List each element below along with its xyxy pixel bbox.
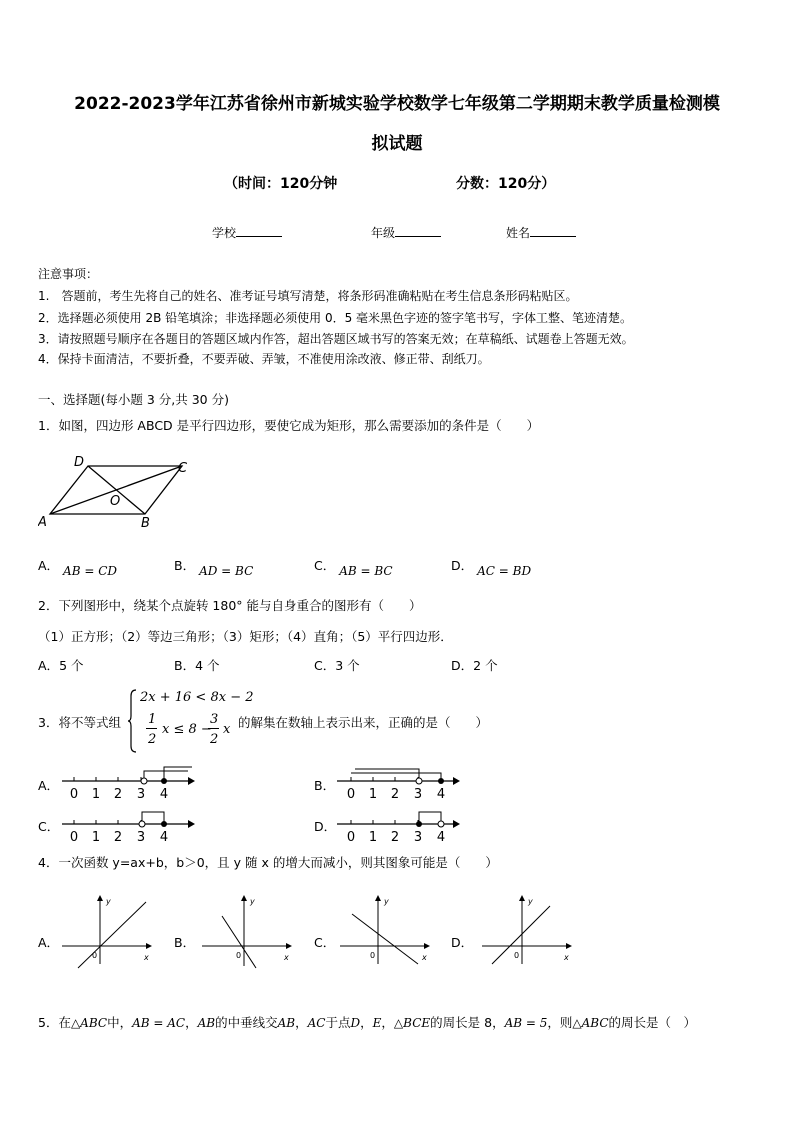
axis-x-label: x <box>284 953 289 962</box>
q3-numberline-d <box>335 806 475 846</box>
grade-label: 年级 <box>371 226 396 240</box>
q4-option-d[interactable] <box>451 933 473 951</box>
q5-text: 的周长是 8， <box>430 1015 505 1030</box>
q5-math: E <box>372 1016 382 1030</box>
q5-text: 的中垂线交 <box>215 1015 278 1030</box>
q3-option-a[interactable] <box>38 776 59 794</box>
tick-label: 1 <box>91 787 101 802</box>
option-letter: D． <box>451 935 474 950</box>
q1-option-c[interactable] <box>314 556 393 578</box>
tick-label: 0 <box>346 787 356 802</box>
option-text: AD = BC <box>199 564 254 578</box>
q5-math: AB <box>197 1016 216 1030</box>
q5-math: AC <box>307 1016 326 1030</box>
option-text: 4 个 <box>195 658 220 673</box>
tick-label: 0 <box>69 787 79 802</box>
frac-bar <box>146 728 157 729</box>
grade-blank[interactable] <box>395 224 441 237</box>
option-letter: B． <box>174 658 196 673</box>
axis-x-label: x <box>144 953 149 962</box>
exam-title-line2: 拟试题 <box>371 134 423 154</box>
q3-inequality-1: 2x + 16 < 8x − 2 <box>140 690 254 705</box>
q4-graph-d <box>478 892 578 970</box>
axis-y-label: y <box>250 897 255 906</box>
name-label: 姓名 <box>506 226 531 240</box>
exam-score: 分数：120分） <box>456 176 556 192</box>
tick-label: 3 <box>136 787 146 802</box>
q3-prefix: 3．将不等式组 <box>38 715 121 730</box>
axis-y-label: y <box>106 897 111 906</box>
q3-numberline-b <box>335 763 475 803</box>
q5-math: D <box>350 1016 361 1030</box>
fig-label-d: D <box>74 455 85 470</box>
tick-label: 3 <box>413 830 423 845</box>
exam-time: （时间：120分钟 <box>224 176 338 192</box>
option-text: 5 个 <box>59 658 84 673</box>
option-letter: A． <box>38 935 60 950</box>
q1-stem: 1．如图，四边形 ABCD 是平行四边形，要使它成为矩形，那么需要添加的条件是（ ） <box>38 418 540 433</box>
option-letter: C． <box>314 558 336 573</box>
frac-bar <box>208 728 219 729</box>
school-field[interactable] <box>212 224 282 241</box>
q2-option-b[interactable] <box>174 656 220 674</box>
option-text: 3 个 <box>335 658 360 673</box>
note-item: 1. 答题前，考生先将自己的姓名、准考证号填写清楚，将条形码准确粘贴在考生信息条形码粘贴区。 <box>38 289 578 303</box>
origin-label: 0 <box>92 951 98 960</box>
tick-label: 0 <box>69 830 79 845</box>
tick-label: 2 <box>390 830 400 845</box>
origin-label: 0 <box>514 951 520 960</box>
q2-option-d[interactable] <box>451 656 498 674</box>
name-field[interactable] <box>506 224 576 241</box>
q5-math: △ABC <box>70 1016 108 1030</box>
axis-x-label: x <box>564 953 569 962</box>
q5-text: 中， <box>107 1015 133 1030</box>
q1-option-b[interactable] <box>174 556 254 578</box>
name-blank[interactable] <box>530 224 576 237</box>
option-text: AB = CD <box>63 564 118 578</box>
q2-option-c[interactable] <box>314 656 360 674</box>
tick-label: 1 <box>368 830 378 845</box>
tick-label: 3 <box>136 830 146 845</box>
q2-list: （1）正方形；（2）等边三角形；（3）矩形；（4）直角；（5）平行四边形． <box>38 629 453 644</box>
q4-option-a[interactable] <box>38 933 59 951</box>
school-label: 学校 <box>212 226 237 240</box>
tick-label: 1 <box>368 787 378 802</box>
section-heading: 一、选择题(每小题 3 分,共 30 分) <box>38 392 229 407</box>
option-letter: D． <box>451 558 474 573</box>
tick-label: 2 <box>390 787 400 802</box>
fig-label-o: O <box>110 494 121 509</box>
q4-graph-b <box>198 892 298 970</box>
q5-text: ， <box>295 1015 308 1030</box>
q3-brace <box>128 688 138 754</box>
ineq-var: x <box>223 722 231 737</box>
q3-option-c[interactable] <box>38 817 59 835</box>
q5-text: 的周长是（ ） <box>608 1015 697 1030</box>
q5-stem <box>38 1013 696 1031</box>
axis-x-label: x <box>422 953 427 962</box>
q5-math: AB = 5 <box>504 1016 548 1030</box>
q3-option-d[interactable] <box>314 817 336 835</box>
q3-numberline-c <box>58 806 198 846</box>
q4-option-c[interactable] <box>314 933 335 951</box>
tick-label: 1 <box>91 830 101 845</box>
q3-numberline-a <box>58 763 198 803</box>
q5-math: △ABC <box>572 1016 609 1030</box>
tick-label: 2 <box>113 830 123 845</box>
q5-text: ，则 <box>547 1015 573 1030</box>
q2-option-a[interactable] <box>38 656 84 674</box>
q1-option-d[interactable] <box>451 556 532 578</box>
origin-label: 0 <box>370 951 376 960</box>
option-letter: A． <box>38 778 60 793</box>
q4-graph-c <box>336 892 436 970</box>
option-letter: D． <box>314 819 337 834</box>
exam-title-line1: 2022-2023学年江苏省徐州市新城实验学校数学七年级第二学期期末教学质量检测模 <box>74 94 720 114</box>
origin-label: 0 <box>236 951 242 960</box>
option-letter: D． <box>451 658 474 673</box>
notes-heading: 注意事项： <box>38 267 99 281</box>
frac-numerator: 3 <box>210 712 219 727</box>
ineq-mid: x ≤ 8 − <box>162 722 212 737</box>
option-letter: B． <box>174 935 196 950</box>
q5-text: ， <box>185 1015 198 1030</box>
q5-math: AB <box>277 1016 296 1030</box>
tick-label: 4 <box>436 787 446 802</box>
q5-text: 于点 <box>325 1015 351 1030</box>
q1-parallelogram-figure <box>38 452 198 532</box>
q4-graph-a <box>58 892 158 970</box>
option-letter: C． <box>314 935 336 950</box>
tick-label: 4 <box>436 830 446 845</box>
q5-text: ， <box>381 1015 394 1030</box>
q5-text: ， <box>360 1015 373 1030</box>
axis-y-label: y <box>528 897 533 906</box>
axis-y-label: y <box>384 897 389 906</box>
tick-label: 3 <box>413 787 423 802</box>
q5-text: 5．在 <box>38 1015 71 1030</box>
note-item: 4．保持卡面清洁，不要折叠，不要弄破、弄皱，不准使用涂改液、修正带、刮纸刀。 <box>38 352 490 366</box>
option-letter: B． <box>314 778 336 793</box>
tick-label: 4 <box>159 830 169 845</box>
option-text: AC = BD <box>477 564 532 578</box>
tick-label: 0 <box>346 830 356 845</box>
fig-label-a: A <box>38 515 47 530</box>
option-letter: B． <box>174 558 196 573</box>
tick-label: 4 <box>159 787 169 802</box>
frac-numerator: 1 <box>148 712 157 727</box>
fig-label-b: B <box>141 516 150 531</box>
q2-stem: 2．下列图形中，绕某个点旋转 180° 能与自身重合的图形有（ ） <box>38 598 422 613</box>
option-text: AB = BC <box>339 564 393 578</box>
q3-option-b[interactable] <box>314 776 335 794</box>
q1-option-a[interactable] <box>38 556 118 578</box>
q5-math: AB = AC <box>132 1016 186 1030</box>
option-letter: C． <box>38 819 60 834</box>
option-letter: C． <box>314 658 336 673</box>
note-item: 3．请按照题号顺序在各题目的答题区域内作答，超出答题区域书写的答案无效；在草稿纸、试题卷上答题无效。 <box>38 332 634 346</box>
frac-denominator: 2 <box>210 732 219 747</box>
q3-suffix: 的解集在数轴上表示出来，正确的是（ ） <box>238 715 489 730</box>
school-blank[interactable] <box>236 224 282 237</box>
note-item: 2．选择题必须使用 2B 铅笔填涂；非选择题必须使用 0．5 毫米黑色字迹的签字笔书写，字体工整、笔迹清楚。 <box>38 311 633 325</box>
tick-label: 2 <box>113 787 123 802</box>
frac-denominator: 2 <box>148 732 157 747</box>
fig-label-c: C <box>178 461 188 476</box>
q4-option-b[interactable] <box>174 933 195 951</box>
grade-field[interactable] <box>371 224 441 241</box>
option-letter: A． <box>38 658 60 673</box>
option-text: 2 个 <box>473 658 498 673</box>
option-letter: A． <box>38 558 60 573</box>
q5-math: △BCE <box>393 1016 431 1030</box>
q4-stem: 4．一次函数 y=ax+b，b＞0，且 y 随 x 的增大而减小，则其图象可能是（ ） <box>38 855 498 870</box>
